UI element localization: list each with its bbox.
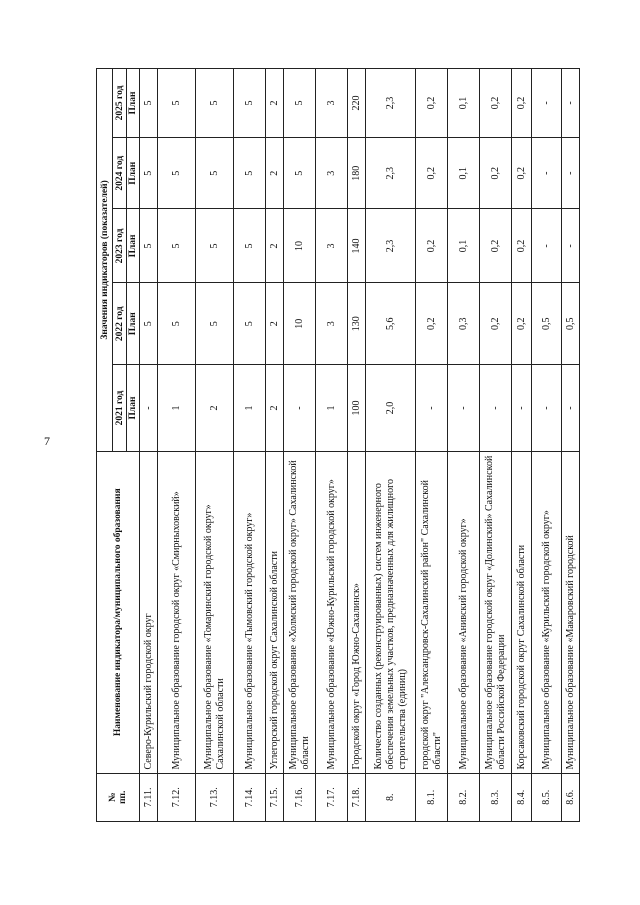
row-value: 5: [140, 283, 158, 365]
row-value: -: [140, 365, 158, 452]
row-value: 0,1: [448, 69, 480, 138]
row-value: 0,2: [480, 209, 512, 283]
table-row: [234, 69, 266, 822]
indicator-table: [96, 68, 580, 822]
row-value: -: [480, 365, 512, 452]
row-value: 5: [196, 283, 234, 365]
row-name: Муниципальное образование «Макаровский городской: [562, 451, 580, 773]
header-plan: План: [127, 365, 140, 452]
row-number: 7.17.: [316, 773, 348, 821]
table-row: [316, 69, 348, 822]
table-row: [366, 69, 416, 822]
row-number: 8.4.: [512, 773, 532, 821]
row-value: 0,2: [512, 137, 532, 208]
row-value: 2,3: [366, 209, 416, 283]
row-number: 8.: [366, 773, 416, 821]
row-value: -: [562, 209, 580, 283]
row-value: 3: [316, 283, 348, 365]
row-value: -: [532, 209, 562, 283]
table-row: [480, 69, 512, 822]
row-value: 5: [140, 137, 158, 208]
row-value: 0,2: [416, 137, 448, 208]
row-number: 7.18.: [348, 773, 366, 821]
row-name: Муниципальное образование городской округ «Долинский» Сахалинской области Российской Федерации: [480, 451, 512, 773]
row-value: 1: [234, 365, 266, 452]
row-name: Муниципальное образование «Тымовский городской округ»: [234, 451, 266, 773]
row-number: 7.13.: [196, 773, 234, 821]
row-value: 5: [234, 137, 266, 208]
row-value: 2: [266, 209, 284, 283]
row-value: 0,2: [512, 69, 532, 138]
row-value: 5: [196, 209, 234, 283]
row-value: 2: [266, 69, 284, 138]
row-value: 2,0: [366, 365, 416, 452]
row-value: 5: [196, 69, 234, 138]
row-value: 0,2: [416, 283, 448, 365]
row-name: Муниципальное образование «Томаринский городской округ» Сахалинской области: [196, 451, 234, 773]
table-row: [196, 69, 234, 822]
row-value: 5,6: [366, 283, 416, 365]
row-number: 8.5.: [532, 773, 562, 821]
row-value: 3: [316, 209, 348, 283]
row-value: -: [562, 69, 580, 138]
header-year-2025: 2025 год: [113, 69, 127, 138]
row-value: 130: [348, 283, 366, 365]
row-value: 10: [284, 209, 316, 283]
row-value: -: [562, 365, 580, 452]
row-value: 0,2: [512, 283, 532, 365]
header-year-2024: 2024 год: [113, 137, 127, 208]
row-value: 0,2: [416, 209, 448, 283]
header-group: Значения индикаторов (показателей): [97, 69, 113, 452]
row-value: -: [416, 365, 448, 452]
row-name: Муниципальное образование «Анивский городской округ»: [448, 451, 480, 773]
row-value: -: [284, 365, 316, 452]
table-row: [284, 69, 316, 822]
rotated-table-container: [96, 68, 576, 822]
row-value: 180: [348, 137, 366, 208]
row-name: Муниципальное образование «Южно-Курильский городской округ»: [316, 451, 348, 773]
row-value: 5: [234, 209, 266, 283]
table-row: [416, 69, 448, 822]
header-year-2022: 2022 год: [113, 283, 127, 365]
header-plan: План: [127, 209, 140, 283]
row-value: 5: [284, 69, 316, 138]
row-value: 5: [158, 283, 196, 365]
row-value: -: [512, 365, 532, 452]
row-value: 0,2: [480, 69, 512, 138]
row-name: Муниципальное образование «Холмский городской округ» Сахалинской области: [284, 451, 316, 773]
header-year-2023: 2023 год: [113, 209, 127, 283]
header-plan: План: [127, 137, 140, 208]
row-value: 5: [284, 137, 316, 208]
row-number: 7.11.: [140, 773, 158, 821]
row-value: 2: [196, 365, 234, 452]
row-value: 2,3: [366, 137, 416, 208]
row-value: -: [532, 137, 562, 208]
row-value: 0,5: [562, 283, 580, 365]
row-value: -: [532, 365, 562, 452]
row-number: 8.6.: [562, 773, 580, 821]
table-row: [532, 69, 562, 822]
row-value: 100: [348, 365, 366, 452]
row-number: 8.2.: [448, 773, 480, 821]
header-plan: План: [127, 283, 140, 365]
row-number: 7.12.: [158, 773, 196, 821]
row-name: Муниципальное образование городской округ «Смирныховский»: [158, 451, 196, 773]
row-name: Количество созданных (реконструированных) систем инженерного обеспечения земельных участков, предназначенных для жилищного строительства (единиц): [366, 451, 416, 773]
row-value: 5: [234, 283, 266, 365]
row-value: 3: [316, 137, 348, 208]
header-year-2021: 2021 год: [113, 365, 127, 452]
row-value: 2: [266, 137, 284, 208]
row-value: 5: [234, 69, 266, 138]
row-value: 5: [140, 209, 158, 283]
row-value: 3: [316, 69, 348, 138]
row-value: 2,3: [366, 69, 416, 138]
table-row: [348, 69, 366, 822]
row-name: Корсаковский городской округ Сахалинской области: [512, 451, 532, 773]
page-number: 7: [44, 434, 50, 448]
row-name: Муниципальное образование «Курильский городской округ»: [532, 451, 562, 773]
table-row: [266, 69, 284, 822]
row-value: 0,3: [448, 283, 480, 365]
row-number: 8.1.: [416, 773, 448, 821]
row-value: 5: [158, 209, 196, 283]
row-value: -: [448, 365, 480, 452]
header-name: Наименование индикатора/муниципального образования: [97, 451, 140, 773]
row-value: 220: [348, 69, 366, 138]
header-no: № пп.: [97, 773, 140, 821]
row-value: 1: [158, 365, 196, 452]
table-row: [158, 69, 196, 822]
row-value: 5: [140, 69, 158, 138]
row-value: -: [532, 69, 562, 138]
row-value: 0,1: [448, 137, 480, 208]
row-value: 140: [348, 209, 366, 283]
row-value: 10: [284, 283, 316, 365]
row-value: 5: [196, 137, 234, 208]
row-value: 0,2: [512, 209, 532, 283]
header-plan: План: [127, 69, 140, 138]
row-value: 2: [266, 365, 284, 452]
row-value: 5: [158, 69, 196, 138]
table-row: [140, 69, 158, 822]
row-value: 2: [266, 283, 284, 365]
row-value: 0,2: [416, 69, 448, 138]
table-row: [448, 69, 480, 822]
row-number: 7.14.: [234, 773, 266, 821]
row-name: Северо-Курильский городской округ: [140, 451, 158, 773]
row-value: 5: [158, 137, 196, 208]
row-value: 0,5: [532, 283, 562, 365]
row-value: -: [562, 137, 580, 208]
table-row: [562, 69, 580, 822]
row-number: 8.3.: [480, 773, 512, 821]
row-value: 0,1: [448, 209, 480, 283]
row-name: городской округ "Александровск-Сахалинский район" Сахалинской области": [416, 451, 448, 773]
row-value: 1: [316, 365, 348, 452]
table-row: [512, 69, 532, 822]
row-number: 7.15.: [266, 773, 284, 821]
row-number: 7.16.: [284, 773, 316, 821]
row-value: 0,2: [480, 283, 512, 365]
row-name: Городской округ «Город Южно-Сахалинск»: [348, 451, 366, 773]
row-value: 0,2: [480, 137, 512, 208]
row-name: Углегорский городской округ Сахалинской области: [266, 451, 284, 773]
